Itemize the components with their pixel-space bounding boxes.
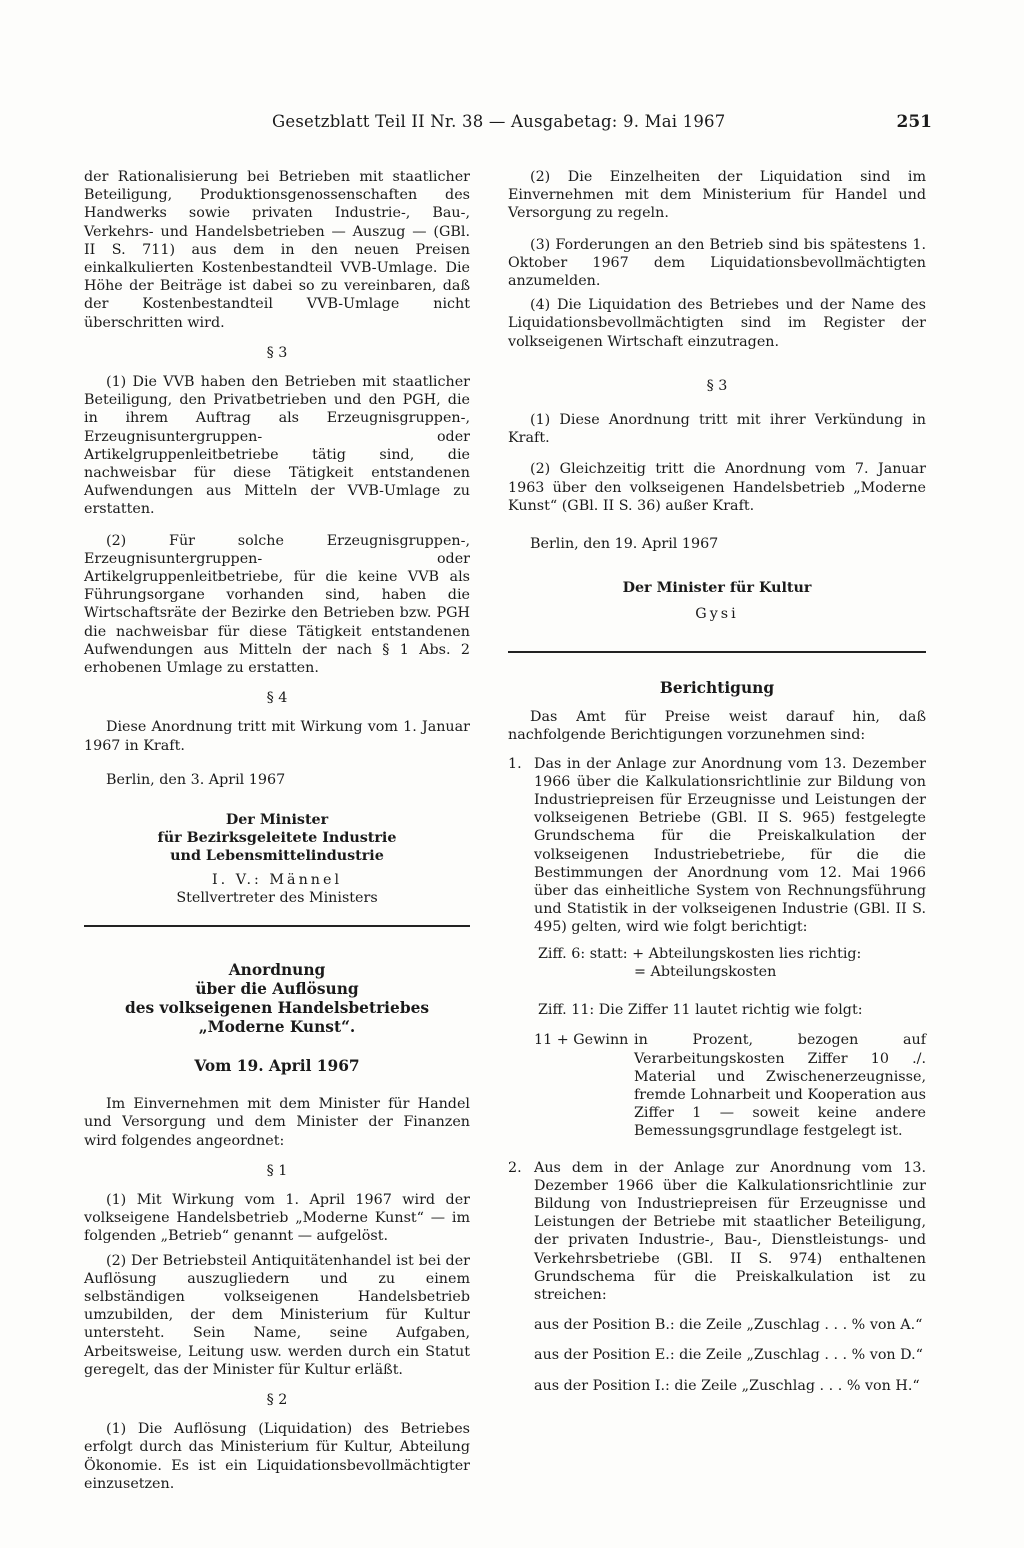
correction-title: Berichtigung xyxy=(659,679,775,698)
signature-line: und Lebensmittelindustrie xyxy=(170,848,384,865)
paragraph: Diese Anordnung tritt mit Wirkung vom 1. Januar 1967 in Kraft. xyxy=(84,719,470,754)
section-heading: § 2 xyxy=(266,1391,288,1408)
formula-label: 11 + Gewinn xyxy=(534,1032,629,1049)
right-column xyxy=(508,168,926,1395)
list-number: 1. xyxy=(508,755,522,772)
list-item xyxy=(508,755,926,937)
correction-line: = Abteilungskosten xyxy=(634,963,777,980)
signature-name: I. V.: Männel xyxy=(211,872,343,889)
paragraph: der Rationalisierung bei Betrieben mit staatlicher Beteiligung, Produktionsgenossenschaften des Handwerks sowie privaten Industrie-, Bau-, Verkehrs- und Handelsbetrieben — Auszug — (GBl. II S. 711) aus dem in den neuen Preisen einkalkulierten Kostenbestandteil VVB-Umlage. Die Höhe der Beiträge ist dabei so zu vereinbaren, daß der Kostenbestandteil VVB-Umlage nicht überschritten wird. xyxy=(84,169,470,331)
signature-block xyxy=(84,811,470,907)
paragraph: (3) Forderungen an den Betrieb sind bis spätestens 1. Oktober 1967 dem Liquidationsbevollmächtigten anzumelden. xyxy=(508,236,926,290)
paragraph: (4) Die Liquidation des Betriebes und der Name des Liquidationsbevollmächtigten sind im Register der volkseigenen Wirtschaft einzutragen. xyxy=(508,297,926,350)
ordinance-date: Vom 19. April 1967 xyxy=(194,1057,360,1076)
list-item xyxy=(508,1159,926,1305)
ordinance-title: Anordnung über die Auflösung des volkseigenen Handelsbetriebes „Moderne Kunst“. xyxy=(124,961,430,1037)
section-heading: § 3 xyxy=(266,344,288,361)
paragraph: (1) Mit Wirkung vom 1. April 1967 wird der volkseigene Handelsbetrieb „Moderne Kunst“ — im folgenden „Betrieb“ genannt — aufgelöst. xyxy=(84,1191,470,1245)
place-date: Berlin, den 3. April 1967 xyxy=(106,771,286,788)
page-number: 251 xyxy=(896,112,932,132)
deletion-line: aus der Position B.: die Zeile „Zuschlag . . . % von A.“ xyxy=(534,1317,923,1334)
correction-line: Ziff. 11: Die Ziffer 11 lautet richtig wie folgt: xyxy=(538,1002,863,1019)
list-text: Das in der Anlage zur Anordnung vom 13. Dezember 1966 über die Kalkulationsrichtlinie zur Bildung von Industriepreisen für Erzeugnisse und Leistungen der volkseigenen Betriebe (GBl. II S. 965) festgelegte Grundschema für die Preiskalkulation der volkseigenen Industriebetriebe, für die die Bestimmungen der Anordnung vom 12. Mai 1966 über das einheitliche System von Rechnungsführung und Statistik in der volkseigenen Industrie (GBl. II S. 495) gelten, wird wie folgt berichtigt: xyxy=(534,755,926,936)
section-heading: § 4 xyxy=(266,690,288,707)
paragraph: (1) Die Auflösung (Liquidation) des Betriebes erfolgt durch das Ministerium für Kultur, Abteilung Ökonomie. Es ist ein Liquidationsbevollmächtigter einzusetzen. xyxy=(84,1421,470,1492)
divider xyxy=(508,651,926,653)
left-column xyxy=(84,168,470,1493)
signature-role: Stellvertreter des Ministers xyxy=(176,890,378,907)
correction-line: Ziff. 6: statt: + Abteilungskosten lies richtig: xyxy=(538,945,862,962)
formula-text: in Prozent, bezogen auf Verarbeitungskosten Ziffer 10 ./. Material und Zwischenerzeugnisse, fremde Lohnarbeit und Kooperation aus Ziffer 1 — soweit keine andere Bemessungsgrundlage festgelegt ist. xyxy=(634,1032,926,1140)
paragraph: (2) Gleichzeitig tritt die Anordnung vom 7. Januar 1963 über den volkseigenen Handelsbetrieb „Moderne Kunst“ (GBl. II S. 36) außer Kraft. xyxy=(508,461,926,514)
signature-block xyxy=(508,575,926,627)
paragraph: (2) Die Einzelheiten der Liquidation sind im Einvernehmen mit dem Ministerium für Handel und Versorgung zu regeln. xyxy=(508,169,926,222)
signature-name: Gysi xyxy=(695,606,739,623)
paragraph: (1) Die VVB haben den Betrieben mit staatlicher Beteiligung, den Privatbetrieben und den PGH, die in ihrem Auftrag als Erzeugnisgruppen-, Erzeugnisuntergruppen- oder Artikelgruppenleitbetriebe tätig sind, die nachweisbar für diese Tätigkeit entstandenen Aufwendungen aus Mitteln der VVB-Umlage zu erstatten. xyxy=(84,374,470,518)
header-title: Gesetzblatt Teil II Nr. 38 — Ausgabetag: 9. Mai 1967 xyxy=(272,112,726,131)
signature-line: für Bezirksgeleitete Industrie xyxy=(157,830,397,847)
list-number: 2. xyxy=(508,1159,522,1176)
list-text: Aus dem in der Anlage zur Anordnung vom 13. Dezember 1966 über die Kalkulationsrichtlinie zur Bildung von Industriepreisen für Erzeugnisse und Leistungen der Betriebe mit staatlicher Beteiligung, der privaten Industrie-, Bau-, Dienstleistungs- und Verkehrsbetriebe (GBl. II S. 974) enthaltenen Grundschema für die Preiskalkulation ist zu streichen: xyxy=(534,1159,926,1303)
paragraph: (2) Für solche Erzeugnisgruppen-, Erzeugnisuntergruppen- oder Artikelgruppenleitbetriebe, für die keine VVB als Führungsorgane vorhanden sind, haben die Wirtschaftsräte der Bezirke den Betrieben bzw. PGH die nachweisbar für diese Tätigkeit entstandenen Aufwendungen aus Mitteln der nach § 1 Abs. 2 erhobenen Umlage zu erstatten. xyxy=(84,532,470,677)
signature-title: Der Minister für Kultur xyxy=(622,580,812,597)
signature-line: Der Minister xyxy=(225,812,329,829)
paragraph: Das Amt für Preise weist darauf hin, daß nachfolgende Berichtigungen vorzunehmen sind: xyxy=(508,709,926,744)
divider xyxy=(84,925,470,927)
paragraph: (2) Der Betriebsteil Antiquitätenhandel ist bei der Auflösung auszugliedern und zu einem selbständigen volkseigenen Handelsbetrieb umzubilden, der dem Ministerium für Kultur untersteht. Sein Name, seine Aufgaben, Arbeitsweise, Leitung usw. werden durch ein Statut geregelt, das der Minister für Kultur erläßt. xyxy=(84,1252,470,1378)
formula-row xyxy=(534,1031,926,1140)
deletion-line: aus der Position I.: die Zeile „Zuschlag . . . % von H.“ xyxy=(534,1377,920,1394)
section-heading: § 3 xyxy=(706,377,728,394)
paragraph: (1) Diese Anordnung tritt mit ihrer Verkündung in Kraft. xyxy=(508,412,926,447)
place-date: Berlin, den 19. April 1967 xyxy=(530,536,719,553)
page-header xyxy=(272,112,932,142)
section-heading: § 1 xyxy=(266,1162,288,1179)
paragraph: Im Einvernehmen mit dem Minister für Handel und Versorgung und dem Minister der Finanzen wird folgendes angeordnet: xyxy=(84,1096,470,1149)
deletion-line: aus der Position E.: die Zeile „Zuschlag . . . % von D.“ xyxy=(534,1347,923,1364)
